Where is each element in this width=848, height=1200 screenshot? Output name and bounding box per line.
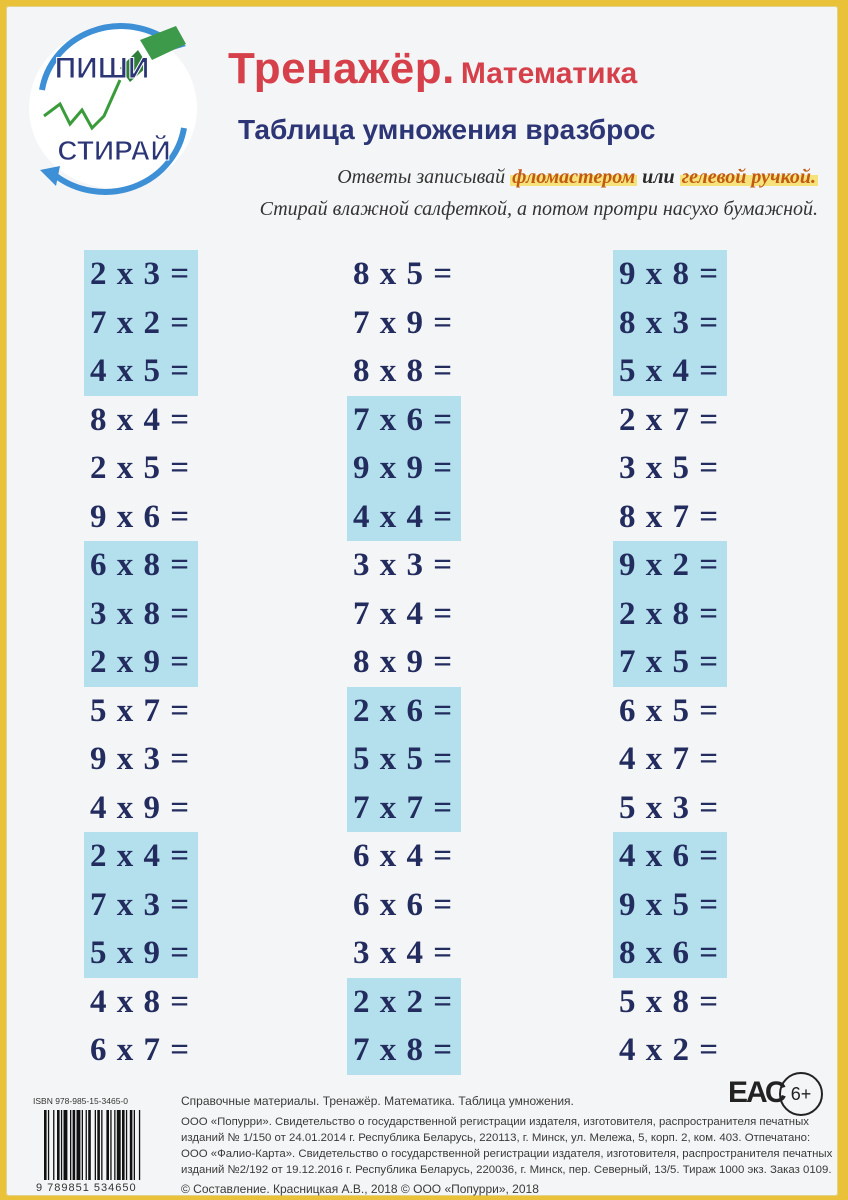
- age-rating-badge: 6+: [779, 1072, 823, 1116]
- multiplication-problem: 3 x 8 =: [90, 595, 191, 632]
- multiplication-problem: 7 x 6 =: [353, 401, 454, 438]
- eac-mark-icon: ЕАС: [728, 1076, 785, 1109]
- title-sub: Математика: [460, 57, 638, 90]
- multiplication-problem: 6 x 6 =: [353, 886, 454, 923]
- svg-text:ПИШИ: ПИШИ: [54, 52, 150, 85]
- multiplication-problem: 6 x 4 =: [353, 838, 454, 874]
- multiplication-problem: 4 x 7 =: [619, 741, 720, 777]
- footer-line-5: изданий №2/192 от 19.12.2016 г. Республика Беларусь, 220036, г. Минск, пер. Северный, 13/5. Тираж 1000 экз. Заказ 0109.: [181, 1164, 832, 1176]
- multiplication-problem: 7 x 4 =: [353, 595, 454, 632]
- multiplication-problem: 8 x 6 =: [619, 935, 720, 971]
- multiplication-problem: 4 x 8 =: [90, 983, 191, 1020]
- instruction-prefix: Ответы записывай: [337, 166, 506, 188]
- instruction-highlight-marker: фломастером: [512, 166, 636, 188]
- multiplication-problem: 2 x 5 =: [90, 450, 191, 486]
- footer-line-1: Справочные материалы. Тренажёр. Математика. Таблица умножения.: [181, 1094, 574, 1108]
- page-title: [228, 44, 637, 94]
- multiplication-problem: 8 x 7 =: [619, 498, 720, 535]
- title-main: Тренажёр.: [228, 44, 455, 93]
- multiplication-problem: 4 x 6 =: [619, 838, 720, 874]
- footer-line-6: © Составление. Красницкая А.В., 2018 © ООО «Попурри», 2018: [181, 1182, 539, 1196]
- footer-line-2: ООО «Попурри». Свидетельство о государственной регистрации издателя, изготовителя, распространителя печатных: [181, 1116, 809, 1128]
- multiplication-problem: 4 x 9 =: [90, 789, 191, 826]
- multiplication-problem: 7 x 3 =: [90, 886, 191, 923]
- multiplication-problem: 7 x 7 =: [353, 789, 454, 826]
- multiplication-problem: 6 x 5 =: [619, 692, 720, 729]
- multiplication-problem: 3 x 3 =: [353, 547, 454, 583]
- multiplication-problem: 9 x 9 =: [353, 450, 454, 486]
- multiplication-problem: 8 x 9 =: [353, 644, 454, 680]
- multiplication-problem: 2 x 3 =: [90, 256, 191, 292]
- worksheet-page: [6, 6, 838, 1196]
- multiplication-problem: 3 x 5 =: [619, 450, 720, 486]
- isbn-label: ISBN 978-985-15-3465-0: [33, 1096, 128, 1106]
- multiplication-problem: 4 x 2 =: [619, 1032, 720, 1068]
- multiplication-problem: 8 x 8 =: [353, 353, 454, 389]
- multiplication-problem: 6 x 8 =: [90, 547, 191, 583]
- multiplication-problem: 9 x 2 =: [619, 547, 720, 583]
- multiplication-problem: 2 x 4 =: [90, 838, 191, 874]
- multiplication-problem: 3 x 4 =: [353, 935, 454, 971]
- multiplication-problem: 5 x 9 =: [90, 935, 191, 971]
- footer-line-3: изданий № 1/150 от 24.01.2014 г. Республика Беларусь, 220113, г. Минск, ул. Мележа, 5, корп. 2, ком. 403. Отпечатано:: [181, 1132, 811, 1144]
- multiplication-problem: 2 x 6 =: [353, 692, 454, 729]
- multiplication-problem: 5 x 7 =: [90, 692, 191, 729]
- instruction-line-2: Стирай влажной салфеткой, а потом протри насухо бумажной.: [259, 198, 818, 220]
- multiplication-problem: 4 x 5 =: [90, 353, 191, 389]
- multiplication-problem: 4 x 4 =: [353, 498, 454, 535]
- multiplication-problem: 7 x 5 =: [619, 644, 720, 680]
- multiplication-problem: 7 x 2 =: [90, 304, 191, 341]
- multiplication-problem: 2 x 9 =: [90, 644, 191, 680]
- multiplication-problem: 5 x 4 =: [619, 353, 720, 389]
- page-subtitle: Таблица умножения вразброс: [238, 114, 656, 145]
- multiplication-problem: 9 x 5 =: [619, 886, 720, 923]
- multiplication-problem: 5 x 3 =: [619, 789, 720, 826]
- instruction-highlight-pen: гелевой ручкой.: [681, 166, 816, 188]
- instruction-or: или: [642, 166, 675, 188]
- multiplication-problem: 8 x 4 =: [90, 401, 191, 438]
- multiplication-problem: 8 x 5 =: [353, 256, 454, 292]
- multiplication-problem: 9 x 6 =: [90, 498, 191, 535]
- footer-line-4: ООО «Фалио-Карта». Свидетельство о государственной регистрации издателя, изготовителя, распространителя печатных: [181, 1148, 833, 1160]
- multiplication-problem: 5 x 8 =: [619, 983, 720, 1020]
- multiplication-problem: 9 x 8 =: [619, 256, 720, 292]
- multiplication-problem: 2 x 2 =: [353, 983, 454, 1020]
- barcode-image: [44, 1110, 172, 1180]
- barcode-number: 9 789851 534650: [36, 1182, 137, 1194]
- multiplication-problem: 2 x 7 =: [619, 401, 720, 438]
- multiplication-problem: 7 x 9 =: [353, 304, 454, 341]
- multiplication-problem: 9 x 3 =: [90, 741, 191, 777]
- multiplication-problem: 2 x 8 =: [619, 595, 720, 632]
- multiplication-problem: 7 x 8 =: [353, 1032, 454, 1068]
- multiplication-problem: 5 x 5 =: [353, 741, 454, 777]
- multiplication-problem: 6 x 7 =: [90, 1032, 191, 1068]
- instruction-line-1: [6, 166, 818, 189]
- svg-text:СТИРАЙ: СТИРАЙ: [57, 135, 171, 166]
- multiplication-problem: 8 x 3 =: [619, 304, 720, 341]
